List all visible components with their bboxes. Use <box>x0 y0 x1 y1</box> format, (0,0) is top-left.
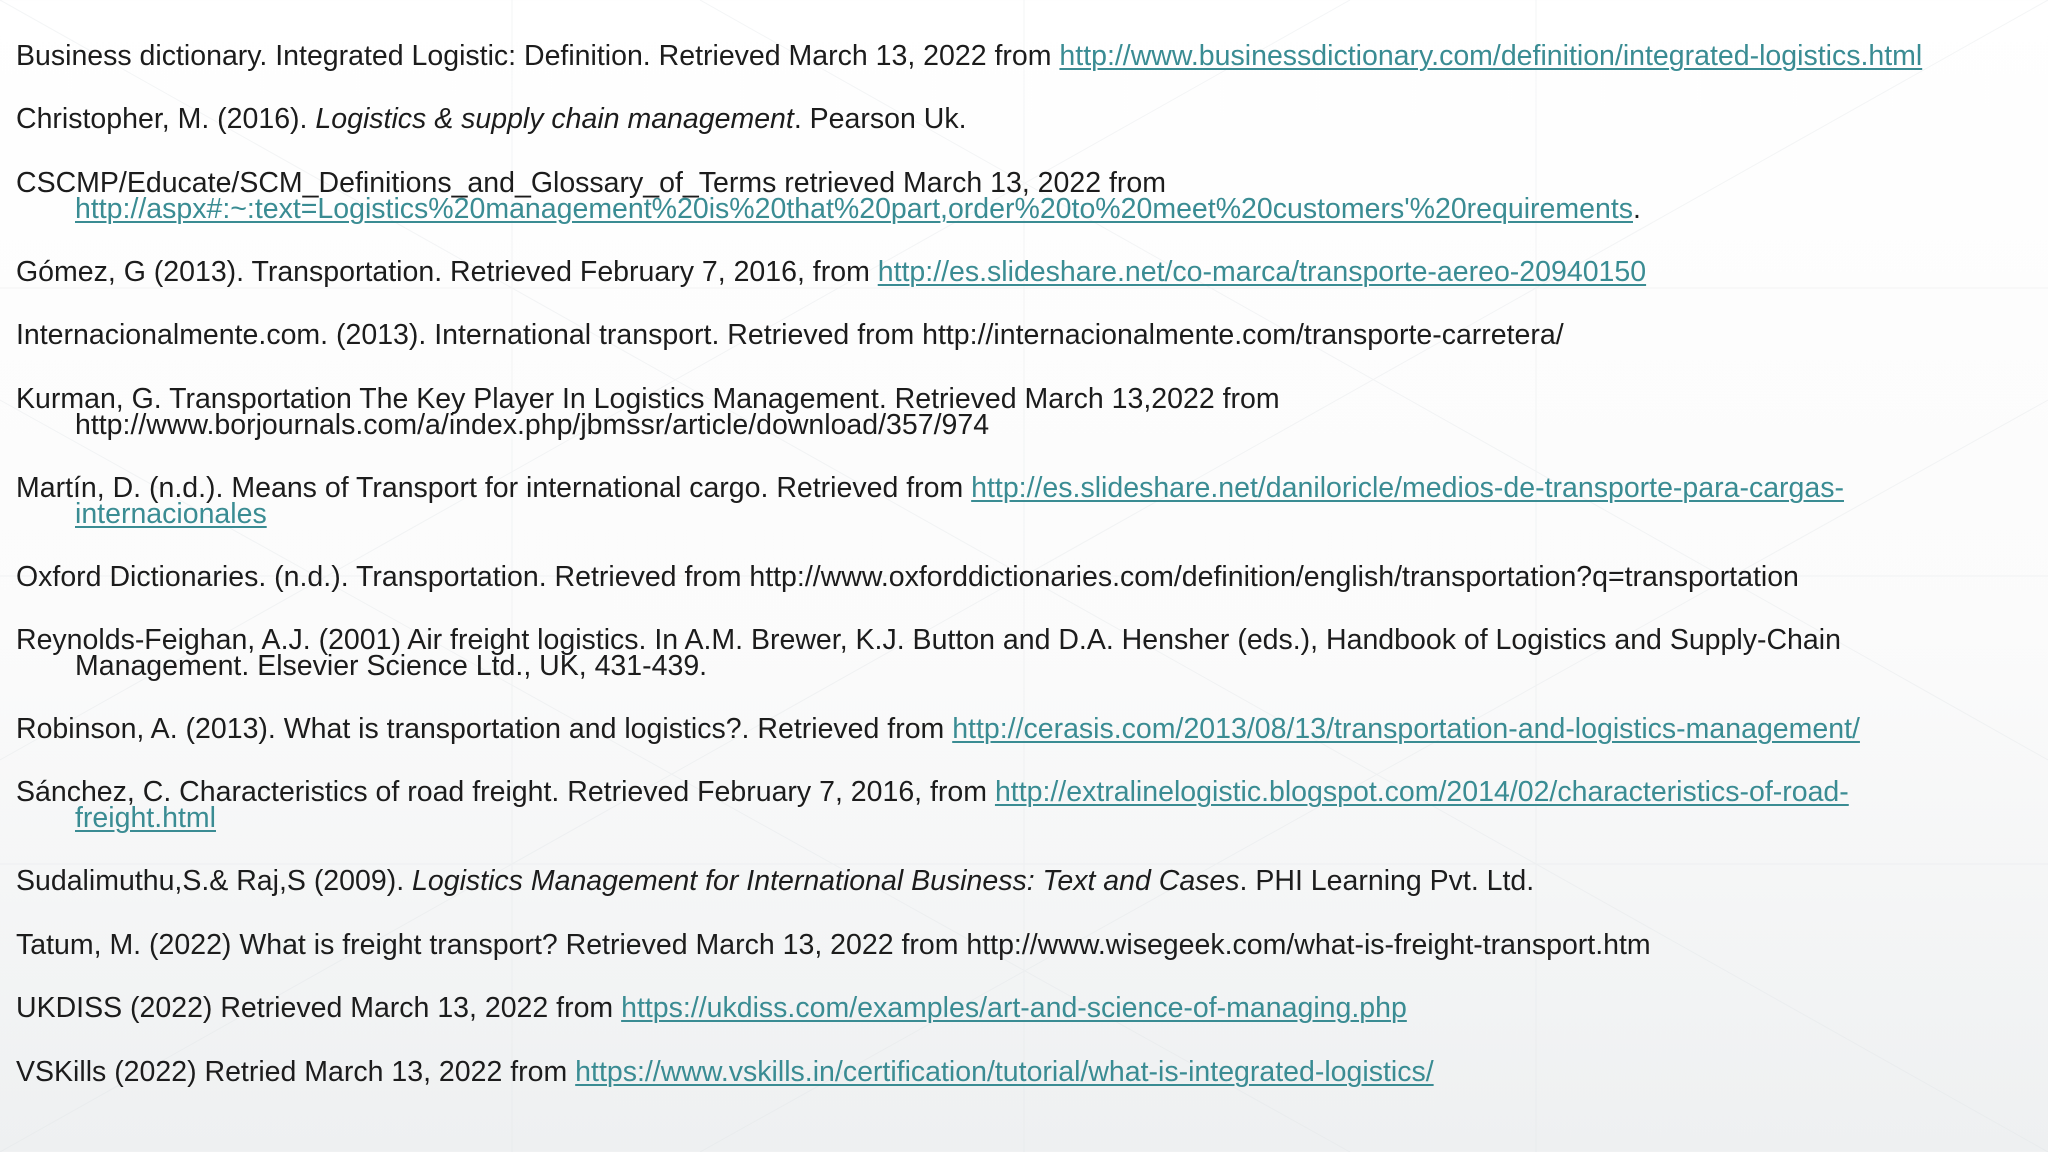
reference-entry <box>16 624 2048 682</box>
reference-text: Management. Elsevier Science Ltd., UK, 431-439. <box>75 649 708 682</box>
reference-text: Kurman, G. Transportation The Key Player In Logistics Management. Retrieved March 13,2022 from <box>16 383 1280 415</box>
reference-text: Martín, D. (n.d.). Means of Transport for international cargo. Retrieved from <box>16 472 972 504</box>
reference-text: Oxford Dictionaries. (n.d.). Transportation. Retrieved from http://www.oxforddictionaries.com/definition/english/transportation?q=transportation <box>16 561 1799 593</box>
reference-text: CSCMP/Educate/SCM_Definitions_and_Glossary_of_Terms retrieved March 13, 2022 from <box>16 167 1167 199</box>
reference-entry <box>16 256 2048 288</box>
reference-entry <box>16 103 2048 135</box>
reference-link[interactable]: https://www.vskills.in/certification/tutorial/what-is-integrated-logistics/ <box>575 1056 1434 1088</box>
reference-link[interactable]: http://extralinelogistic.blogspot.com/2014/02/characteristics-of-road- <box>994 776 1849 808</box>
reference-entry <box>16 1056 2048 1088</box>
reference-entry <box>16 319 2048 351</box>
reference-entry <box>16 383 2048 441</box>
reference-link[interactable]: http://www.businessdictionary.com/definition/integrated-logistics.html <box>1059 40 1923 72</box>
reference-link[interactable]: http://es.slideshare.net/daniloricle/medios-de-transporte-para-cargas- <box>971 472 1844 504</box>
reference-text: Reynolds-Feighan, A.J. (2001) Air freight logistics. In A.M. Brewer, K.J. Button and D.A. Hensher (eds.), Handbook of Logistics and Supply-Chain <box>16 624 1841 656</box>
reference-text: Business dictionary. Integrated Logistic: Definition. Retrieved March 13, 2022 from <box>16 40 1060 72</box>
reference-link[interactable]: http://cerasis.com/2013/08/13/transportation-and-logistics-management/ <box>952 713 1860 745</box>
reference-entry <box>16 40 2048 72</box>
reference-text: . Pearson Uk. <box>793 103 967 135</box>
reference-entry <box>16 929 2048 961</box>
reference-text: Internacionalmente.com. (2013). International transport. Retrieved from http://internacionalmente.com/transporte-carretera/ <box>16 319 1564 351</box>
reference-text: http://www.borjournals.com/a/index.php/jbmssr/article/download/357/974 <box>75 408 990 441</box>
reference-entry <box>16 776 2048 834</box>
reference-text: Gómez, G (2013). Transportation. Retrieved February 7, 2016, from <box>16 256 878 288</box>
reference-link[interactable]: freight.html <box>75 801 216 834</box>
reference-link[interactable]: http://aspx#:~:text=Logistics%20management%20is%20that%20part,order%20to%20meet%20customers'%20requirements <box>75 192 1633 225</box>
reference-link[interactable]: internacionales <box>75 497 267 530</box>
reference-link[interactable]: https://ukdiss.com/examples/art-and-science-of-managing.php <box>621 992 1407 1024</box>
reference-text: Tatum, M. (2022) What is freight transport? Retrieved March 13, 2022 from http://www.wisegeek.com/what-is-freight-transport.htm <box>16 929 1651 961</box>
reference-text: . <box>1633 192 1641 225</box>
reference-title-italic: Logistics Management for International Business: Text and Cases <box>412 865 1240 897</box>
reference-title-italic: Logistics & supply chain management <box>315 103 794 135</box>
reference-text: UKDISS (2022) Retrieved March 13, 2022 from <box>16 992 622 1024</box>
reference-text: Sudalimuthu,S.& Raj,S (2009). <box>16 865 413 897</box>
reference-entry <box>16 472 2048 530</box>
reference-entry <box>16 713 2048 745</box>
reference-text: Christopher, M. (2016). <box>16 103 316 135</box>
reference-entry <box>16 865 2048 897</box>
reference-text: . PHI Learning Pvt. Ltd. <box>1239 865 1535 897</box>
reference-text: VSKills (2022) Retried March 13, 2022 from <box>16 1056 576 1088</box>
reference-entry <box>16 561 2048 593</box>
reference-entry <box>16 992 2048 1024</box>
reference-text: Sánchez, C. Characteristics of road freight. Retrieved February 7, 2016, from <box>16 776 995 808</box>
reference-link[interactable]: http://es.slideshare.net/co-marca/transporte-aereo-20940150 <box>877 256 1647 288</box>
reference-text: Robinson, A. (2013). What is transportation and logistics?. Retrieved from <box>16 713 953 745</box>
reference-entry <box>16 167 2048 225</box>
